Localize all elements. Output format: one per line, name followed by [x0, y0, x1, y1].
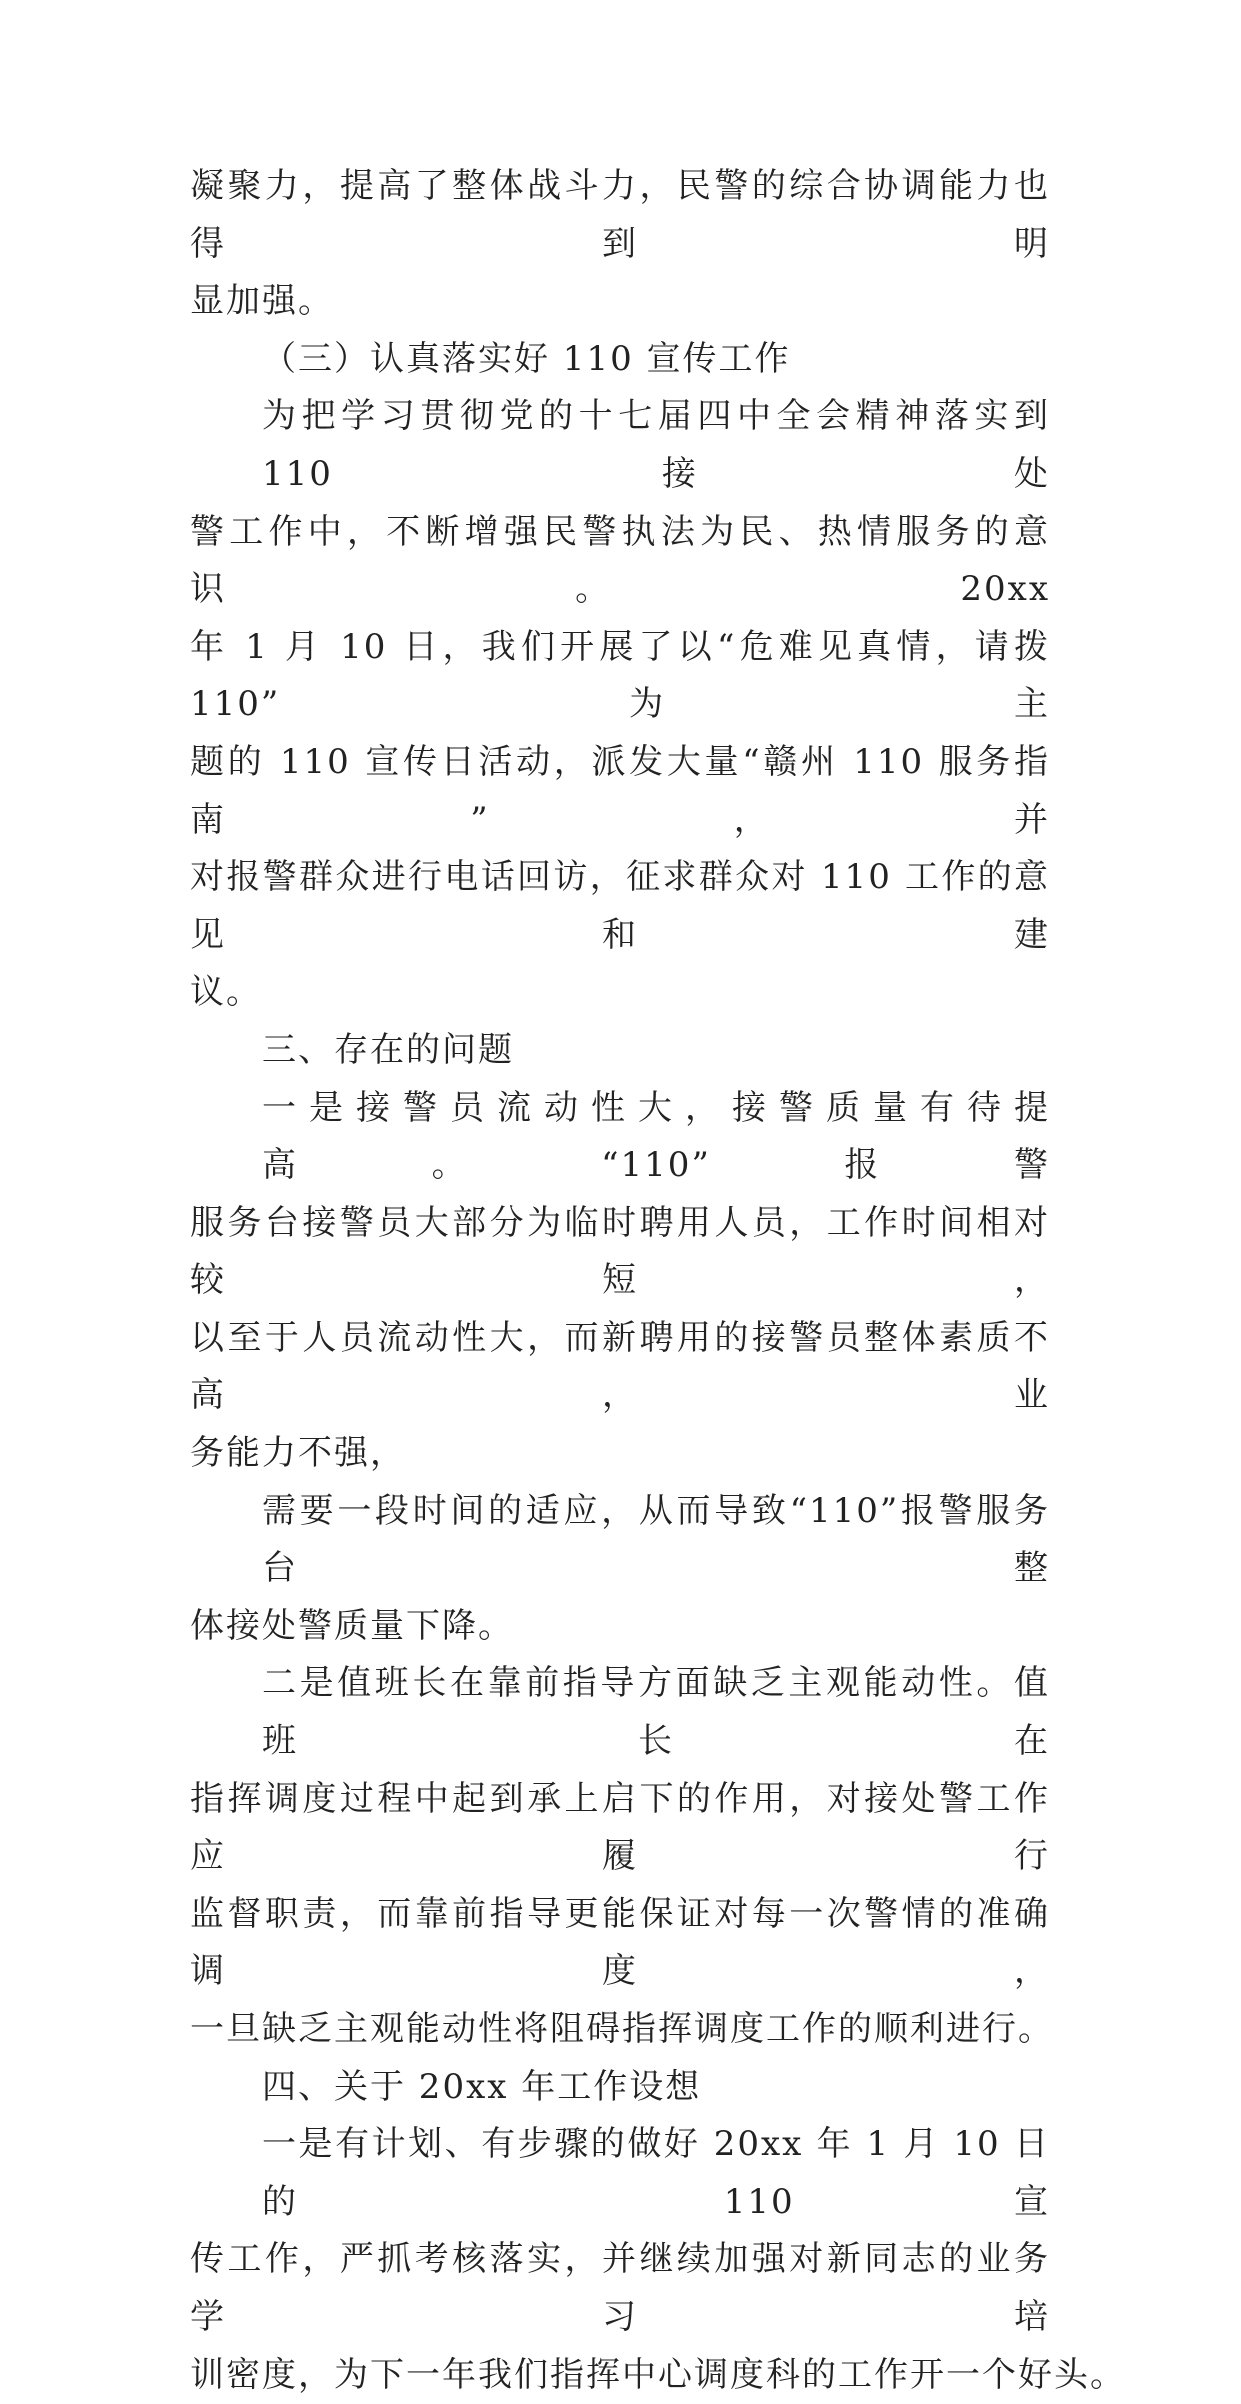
text-line: 对报警群众进行电话回访，征求群众对 110 工作的意见和建: [190, 857, 1050, 955]
text-line: 一是接警员流动性大，接警质量有待提高。“110”报警: [262, 1087, 1050, 1186]
paragraph: [190, 1022, 1050, 1080]
paragraph: [190, 1080, 1050, 1483]
paragraph: [190, 158, 1050, 331]
text-line: 显加强。: [190, 281, 334, 322]
text-line: 议。: [190, 972, 262, 1013]
text-line: 为把学习贯彻党的十七届四中全会精神落实到 110 接处: [262, 396, 1050, 494]
text-line: 服务台接警员大部分为临时聘用人员，工作时间相对较短，: [190, 1202, 1050, 1301]
paragraph: [190, 331, 1050, 389]
text-line: 监督职责，而靠前指导更能保证对每一次警情的准确调度，: [190, 1893, 1050, 1992]
document-body: [190, 158, 1126, 2404]
text-line: 传工作，严抓考核落实，并继续加强对新同志的业务学习培: [190, 2239, 1050, 2337]
paragraph: [190, 388, 1050, 1022]
text-line: 四、关于 20xx 年工作设想: [262, 2066, 702, 2107]
text-line: 二是值班长在靠前指导方面缺乏主观能动性。值班长在: [262, 1663, 1050, 1762]
paragraph: [190, 1655, 1054, 2058]
text-line: 以至于人员流动性大，而新聘用的接警员整体素质不高，业: [190, 1317, 1050, 1416]
text-line: 警工作中，不断增强民警执法为民、热情服务的意识。20xx: [190, 511, 1050, 610]
text-line: 训密度，为下一年我们指挥中心调度科的工作开一个好头。: [190, 2354, 1126, 2395]
text-line: 三、存在的问题: [262, 1029, 514, 1070]
text-line: 凝聚力，提高了整体战斗力，民警的综合协调能力也得到明: [190, 166, 1050, 264]
paragraph: [190, 2059, 1050, 2117]
text-line: 题的 110 宣传日活动，派发大量“赣州 110 服务指南”，并: [190, 741, 1050, 840]
text-line: 需要一段时间的适应，从而导致“110”报警服务台整: [262, 1490, 1050, 1589]
paragraph: [190, 2116, 1126, 2404]
paragraph: [190, 1483, 1050, 1656]
text-line: 年 1 月 10 日，我们开展了以“危难见真情，请拨 110”为主: [190, 626, 1050, 725]
text-line: 一是有计划、有步骤的做好 20xx 年 1 月 10 日的 110 宣: [262, 2124, 1050, 2222]
text-line: 体接处警质量下降。: [190, 1605, 514, 1646]
text-line: 指挥调度过程中起到承上启下的作用，对接处警工作应履行: [190, 1778, 1050, 1877]
text-line: 一旦缺乏主观能动性将阻碍指挥调度工作的顺利进行。: [190, 2009, 1054, 2049]
text-line: 务能力不强，: [190, 1433, 406, 1474]
text-line: （三）认真落实好 110 宣传工作: [262, 338, 791, 379]
